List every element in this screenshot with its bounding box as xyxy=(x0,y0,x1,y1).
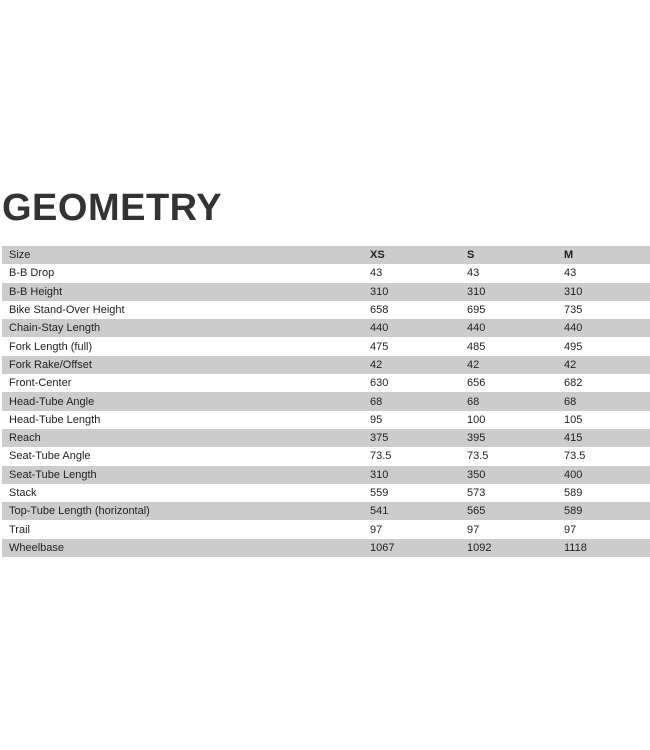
cell-s: 97 xyxy=(467,523,480,536)
row-label: Trail xyxy=(9,523,30,536)
cell-m: 735 xyxy=(564,304,583,317)
cell-xs: 440 xyxy=(370,322,389,335)
cell-s: 310 xyxy=(467,285,486,298)
cell-s: 350 xyxy=(467,468,486,481)
cell-m: 415 xyxy=(564,432,583,445)
table-row xyxy=(2,283,650,301)
row-label: Top-Tube Length (horizontal) xyxy=(9,505,150,518)
cell-xs: 541 xyxy=(370,505,389,518)
row-label: Wheelbase xyxy=(9,541,65,554)
cell-s: 73.5 xyxy=(467,450,489,463)
table-row xyxy=(2,411,650,429)
cell-s: 573 xyxy=(467,487,486,499)
cell-s: 656 xyxy=(467,377,486,390)
geometry-table-body xyxy=(2,264,650,557)
cell-xs: 375 xyxy=(370,432,389,445)
cell-xs: 559 xyxy=(370,487,389,499)
cell-s: 43 xyxy=(467,267,480,280)
table-row xyxy=(2,264,650,282)
cell-xs: 310 xyxy=(370,468,389,481)
row-label: Stack xyxy=(9,487,37,499)
cell-s: 485 xyxy=(467,340,486,353)
cell-m: 68 xyxy=(564,395,577,408)
cell-m: 73.5 xyxy=(564,450,586,463)
cell-m: 400 xyxy=(564,468,583,481)
cell-m: 495 xyxy=(564,340,583,353)
row-label: B-B Drop xyxy=(9,267,55,280)
row-label: Seat-Tube Angle xyxy=(9,450,91,463)
table-row xyxy=(2,356,650,374)
cell-xs: 630 xyxy=(370,377,389,390)
table-row xyxy=(2,374,650,392)
table-row xyxy=(2,466,650,484)
cell-m: 310 xyxy=(564,285,583,298)
table-row xyxy=(2,447,650,465)
row-label: Fork Length (full) xyxy=(9,340,93,353)
cell-m: 43 xyxy=(564,267,577,280)
cell-xs: 95 xyxy=(370,413,383,426)
cell-xs: 97 xyxy=(370,523,383,536)
column-header-xs: XS xyxy=(370,249,385,262)
cell-s: 440 xyxy=(467,322,486,335)
cell-xs: 73.5 xyxy=(370,450,392,463)
cell-xs: 68 xyxy=(370,395,383,408)
geometry-table-head xyxy=(2,246,650,264)
cell-xs: 310 xyxy=(370,285,389,298)
row-label: Bike Stand-Over Height xyxy=(9,304,125,317)
cell-s: 395 xyxy=(467,432,486,445)
table-row xyxy=(2,539,650,557)
row-label: Seat-Tube Length xyxy=(9,468,97,481)
table-row xyxy=(2,319,650,337)
cell-m: 1118 xyxy=(564,541,587,554)
cell-m: 97 xyxy=(564,523,577,536)
row-label: Chain-Stay Length xyxy=(9,322,101,335)
column-header-size: Size xyxy=(9,249,31,262)
cell-s: 100 xyxy=(467,413,486,426)
table-row xyxy=(2,392,650,410)
cell-m: 589 xyxy=(564,505,583,518)
table-row xyxy=(2,337,650,355)
page-title: GEOMETRY xyxy=(2,187,223,229)
row-label: Fork Rake/Offset xyxy=(9,358,92,371)
geometry-table xyxy=(2,246,650,557)
cell-m: 682 xyxy=(564,377,583,390)
cell-s: 68 xyxy=(467,395,480,408)
row-label: Reach xyxy=(9,432,41,445)
cell-m: 105 xyxy=(564,413,583,426)
cell-xs: 42 xyxy=(370,358,383,371)
cell-m: 589 xyxy=(564,487,583,499)
table-row xyxy=(2,301,650,319)
cell-s: 42 xyxy=(467,358,480,371)
cell-xs: 43 xyxy=(370,267,383,280)
table-row xyxy=(2,502,650,520)
column-header-s: S xyxy=(467,249,475,262)
cell-s: 695 xyxy=(467,304,486,317)
table-header-row xyxy=(2,246,650,264)
cell-xs: 1067 xyxy=(370,541,395,554)
cell-s: 565 xyxy=(467,505,486,518)
cell-s: 1092 xyxy=(467,541,492,554)
cell-m: 42 xyxy=(564,358,577,371)
table-row xyxy=(2,484,650,502)
row-label: Head-Tube Length xyxy=(9,413,101,426)
column-header-m: M xyxy=(564,249,574,262)
cell-xs: 475 xyxy=(370,340,389,353)
table-row xyxy=(2,429,650,447)
row-label: B-B Height xyxy=(9,285,63,298)
row-label: Head-Tube Angle xyxy=(9,395,95,408)
row-label: Front-Center xyxy=(9,377,72,390)
table-row xyxy=(2,520,650,538)
cell-xs: 658 xyxy=(370,304,389,317)
cell-m: 440 xyxy=(564,322,583,335)
